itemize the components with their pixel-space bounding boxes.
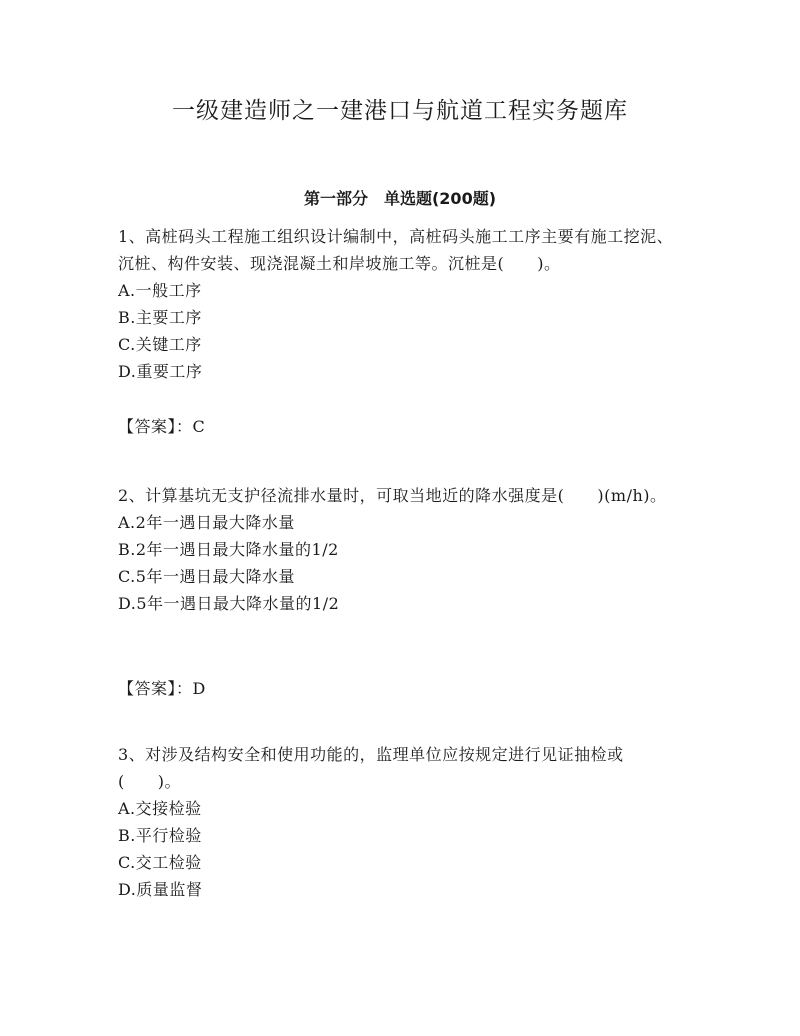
question-stem: 3、对涉及结构安全和使用功能的，监理单位应按规定进行见证抽检或( )。	[118, 745, 624, 791]
option-b: B.主要工序	[118, 308, 202, 327]
option-c: C.关键工序	[118, 335, 202, 354]
question-1	[118, 223, 686, 385]
option-b: B.平行检验	[118, 826, 202, 845]
answer-2: 【答案】：D	[118, 679, 206, 698]
option-a: A.交接检验	[118, 799, 202, 818]
option-d: D.质量监督	[118, 880, 203, 899]
question-2	[118, 482, 686, 617]
question-stem: 2、计算基坑无支护径流排水量时，可取当地近的降水强度是( )(m/h)。	[118, 486, 667, 505]
option-b: B.2年一遇日最大降水量的1/2	[118, 540, 339, 559]
option-a: A.2年一遇日最大降水量	[118, 513, 295, 532]
option-d: D.重要工序	[118, 362, 203, 381]
question-stem: 1、高桩码头工程施工组织设计编制中，高桩码头施工工序主要有施工挖泥、沉桩、构件安装、现浇混凝土和岸坡施工等。沉桩是( )。	[118, 227, 674, 273]
question-3	[118, 741, 686, 903]
option-c: C.交工检验	[118, 853, 202, 872]
answer-1: 【答案】：C	[118, 417, 206, 436]
option-d: D.5年一遇日最大降水量的1/2	[118, 594, 340, 613]
option-c: C.5年一遇日最大降水量	[118, 567, 295, 586]
section-heading: 第一部分 单选题(200题)	[303, 189, 497, 208]
document-title: 一级建造师之一建港口与航道工程实务题库	[172, 98, 628, 124]
option-a: A.一般工序	[118, 281, 202, 300]
